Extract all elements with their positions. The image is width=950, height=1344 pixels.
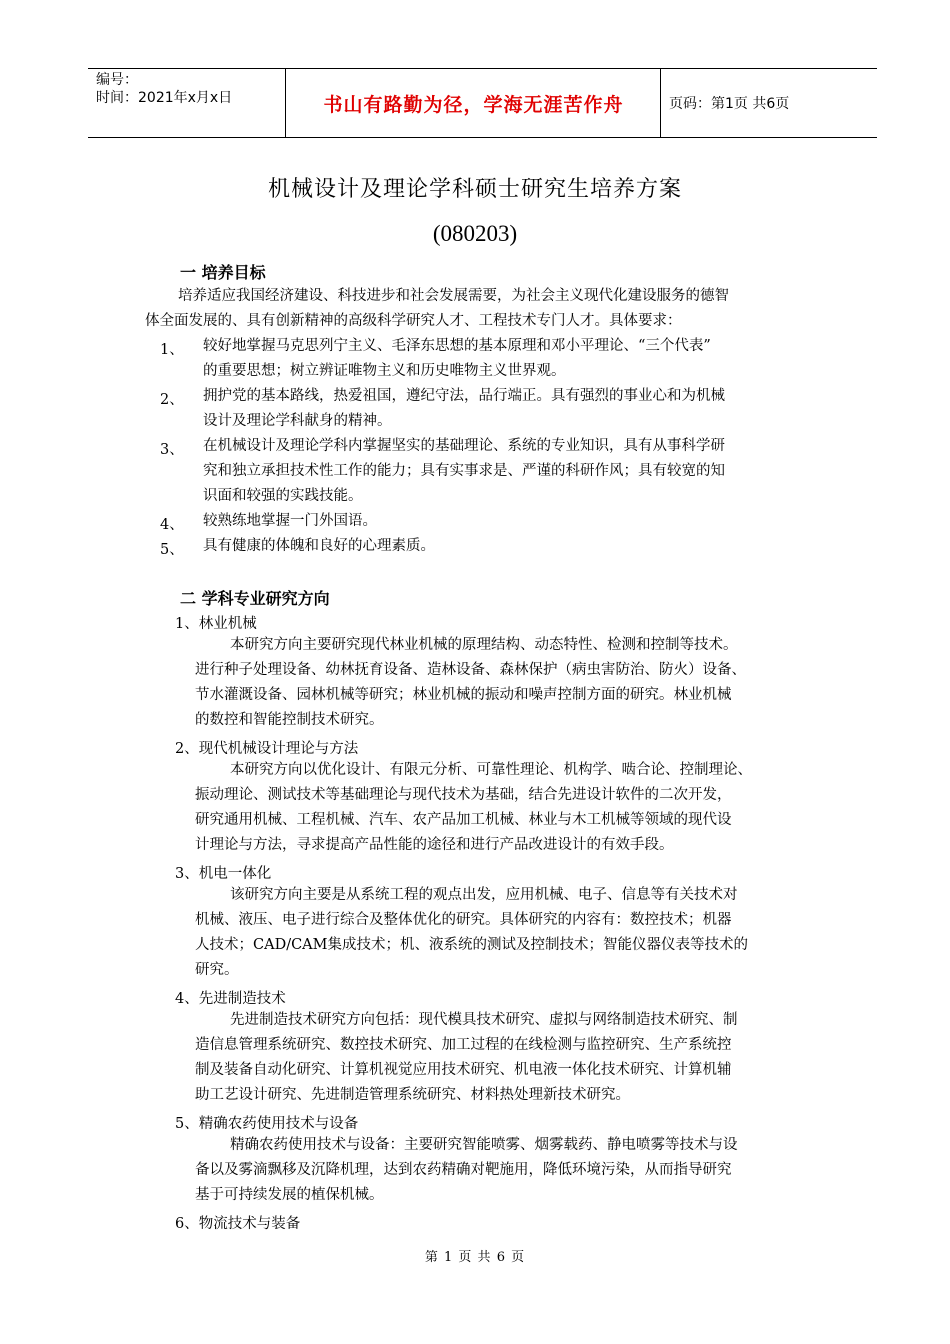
time-label: 时间：2021年x月x日 (96, 90, 233, 106)
direction-line: 基于可持续发展的植保机械。 (195, 1187, 384, 1203)
list-number: 3、 (160, 442, 184, 458)
header-motto-cell (287, 69, 661, 137)
serial-label: 编号： (96, 72, 138, 88)
list-number: 1、 (160, 342, 184, 358)
list-line: 设计及理论学科献身的精神。 (203, 413, 392, 429)
direction-title: 2、现代机械设计理论与方法 (175, 741, 359, 757)
list-line: 究和独立承担技术性工作的能力；具有实事求是、严谨的科研作风；具有较宽的知 (203, 463, 725, 479)
direction-title: 1、林业机械 (175, 616, 257, 632)
direction-line: 备以及雾滴飘移及沉降机理，达到农药精确对靶施用，降低环境污染，从而指导研究 (195, 1162, 732, 1178)
section-heading: 一 培养目标 (180, 263, 266, 282)
direction-line: 振动理论、测试技术等基础理论与现代技术为基础，结合先进设计软件的二次开发， (195, 787, 732, 803)
direction-line: 本研究方向以优化设计、有限元分析、可靠性理论、机构学、啮合论、控制理论、 (230, 762, 752, 778)
intro-line: 体全面发展的、具有创新精神的高级科学研究人才、工程技术专门人才。具体要求： (145, 313, 682, 329)
direction-title: 6、物流技术与装备 (175, 1216, 301, 1232)
direction-line: 研究通用机械、工程机械、汽车、农产品加工机械、林业与木工机械等领域的现代设 (195, 812, 732, 828)
header-meta (88, 69, 286, 137)
list-line: 的重要思想；树立辨证唯物主义和历史唯物主义世界观。 (203, 363, 566, 379)
direction-title: 5、精确农药使用技术与设备 (175, 1116, 359, 1132)
list-number: 2、 (160, 392, 184, 408)
direction-line: 研究。 (195, 962, 239, 978)
section-heading: 二 学科专业研究方向 (180, 589, 330, 608)
direction-line: 节水灌溉设备、园林机械等研究；林业机械的振动和噪声控制方面的研究。林业机械 (195, 687, 732, 703)
list-line: 识面和较强的实践技能。 (203, 488, 363, 504)
page-info: 页码：第1页 共6页 (669, 96, 790, 112)
page-footer: 第 1 页 共 6 页 (424, 1250, 526, 1265)
direction-line: 计理论与方法，寻求提高产品性能的途径和进行产品改进设计的有效手段。 (195, 837, 674, 853)
direction-title: 3、机电一体化 (175, 866, 272, 882)
list-number: 4、 (160, 517, 184, 533)
direction-line: 助工艺设计研究、先进制造管理系统研究、材料热处理新技术研究。 (195, 1087, 630, 1103)
direction-line: 进行种子处理设备、幼林抚育设备、造林设备、森林保护（病虫害防治、防火）设备、 (195, 662, 746, 678)
direction-title: 4、先进制造技术 (175, 991, 286, 1007)
document-code: (080203) (432, 221, 518, 246)
direction-line: 精确农药使用技术与设备：主要研究智能喷雾、烟雾载药、静电喷雾等技术与设 (230, 1137, 738, 1153)
motto-text: 书山有路勤为径，学海无涯苦作舟 (323, 93, 624, 116)
direction-line: 机械、液压、电子进行综合及整体优化的研究。具体研究的内容有：数控技术；机器 (195, 912, 732, 928)
document-title: 机械设计及理论学科硕士研究生培养方案 (267, 177, 682, 202)
intro-line: 培养适应我国经济建设、科技进步和社会发展需要，为社会主义现代化建设服务的德智 (178, 288, 729, 304)
direction-line: 先进制造技术研究方向包括：现代模具技术研究、虚拟与网络制造技术研究、制 (230, 1012, 738, 1028)
list-line: 拥护党的基本路线，热爱祖国，遵纪守法，品行端正。具有强烈的事业心和为机械 (203, 388, 725, 404)
list-line: 较熟练地掌握一门外国语。 (203, 513, 377, 529)
direction-line: 造信息管理系统研究、数控技术研究、加工过程的在线检测与监控研究、生产系统控 (195, 1037, 732, 1053)
direction-line: 人技术；CAD/CAM集成技术；机、液系统的测试及控制技术；智能仪器仪表等技术的 (195, 937, 748, 953)
list-line: 具有健康的体魄和良好的心理素质。 (203, 538, 435, 554)
direction-line: 制及装备自动化研究、计算机视觉应用技术研究、机电液一体化技术研究、计算机辅 (195, 1062, 732, 1078)
direction-line: 本研究方向主要研究现代林业机械的原理结构、动态特性、检测和控制等技术。 (230, 637, 738, 653)
direction-line: 的数控和智能控制技术研究。 (195, 712, 384, 728)
list-line: 在机械设计及理论学科内掌握坚实的基础理论、系统的专业知识，具有从事科学研 (203, 438, 725, 454)
direction-line: 该研究方向主要是从系统工程的观点出发，应用机械、电子、信息等有关技术对 (230, 887, 738, 903)
list-number: 5、 (160, 542, 184, 558)
list-line: 较好地掌握马克思列宁主义、毛泽东思想的基本原理和邓小平理论、“三个代表” (203, 338, 711, 354)
page-header (88, 68, 877, 138)
